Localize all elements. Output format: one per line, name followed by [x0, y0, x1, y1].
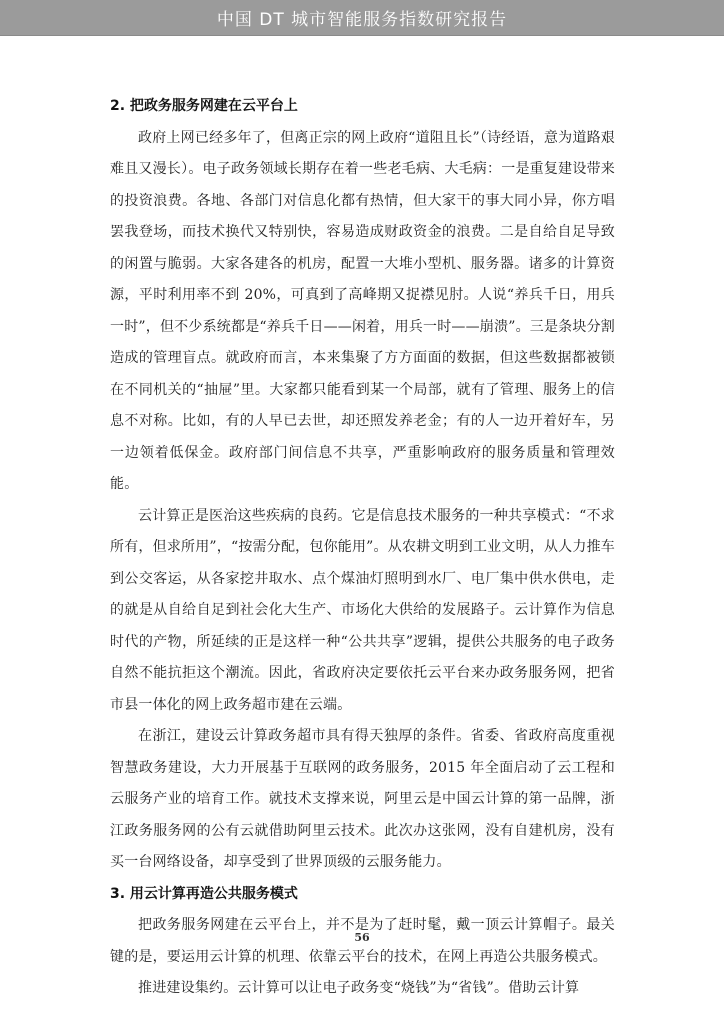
paragraph: 政府上网已经多年了，但离正宗的网上政府“道阻且长”（诗经语，意为道路艰难且又漫长）。电子政务领域长期存在着一些老毛病、大毛病：一是重复建设带来的投资浪费。各地、各部门对信息化都有热情，但大家干的事大同小异，你方唱罢我登场，而技术换代又特别快，容易造成财政资金的浪费。二是自给自足导致的闲置与脆弱。大家各建各的机房，配置一大堆小型机、服务器。诸多的计算资源，平时利用率不到 20%，可真到了高峰期又捉襟见肘。人说“养兵千日，用兵一时”，但不少系统都是“养兵千日——闲着，用兵一时——崩溃”。三是条块分割造成的管理盲点。就政府而言，本来集聚了方方面面的数据，但这些数据都被锁在不同机关的“抽屉”里。大家都只能看到某一个局部，就有了管理、服务上的信息不对称。比如，有的人早已去世，却还照发养老金；有的人一边开着好车，另一边领着低保金。政府部门间信息不共享，严重影响政府的服务质量和管理效能。 — [110, 129, 615, 492]
section-heading-2: 2. 把政务服务网建在云平台上 — [110, 98, 298, 114]
paragraph: 云计算正是医治这些疾病的良药。它是信息技术服务的一种共享模式：“不求所有，但求所用”，“按需分配，包你能用”。从农耕文明到工业文明，从人力推车到公交客运，从各家挖井取水、点个煤油灯照明到水厂、电厂集中供水供电，走的就是从自给自足到社会化大生产、市场化大供给的发展路子。云计算作为信息时代的产物，所延续的正是这样一种“公共共享”逻辑，提供公共服务的电子政务自然不能抗拒这个潮流。因此，省政府决定要依托云平台来办政务服务网，把省市县一体化的网上政务超市建在云端。 — [110, 507, 615, 713]
paragraph: 在浙江，建设云计算政务超市具有得天独厚的条件。省委、省政府高度重视智慧政务建设，大力开展基于互联网的政务服务，2015 年全面启动了云工程和云服务产业的培育工作。就技术支撑来说，阿里云是中国云计算的第一品牌，浙江政务服务网的公有云就借助阿里云技术。此次办这张网，没有自建机房，没有买一台网络设备，却享受到了世界顶级的云服务能力。 — [110, 728, 615, 870]
page-body — [110, 91, 615, 1005]
report-header-banner — [0, 0, 724, 36]
report-title: 中国 DT 城市智能服务指数研究报告 — [216, 10, 508, 30]
page-number: 56 — [354, 931, 370, 944]
paragraph: 把政务服务网建在云平台上，并不是为了赶时髦，戴一顶云计算帽子。最关键的是，要运用云计算的机理、依靠云平台的技术，在网上再造公共服务模式。 — [110, 917, 615, 965]
paragraph: 推进建设集约。云计算可以让电子政务变“烧钱”为“省钱”。借助云计算 — [138, 980, 580, 996]
section-heading-3: 3. 用云计算再造公共服务模式 — [110, 885, 298, 902]
